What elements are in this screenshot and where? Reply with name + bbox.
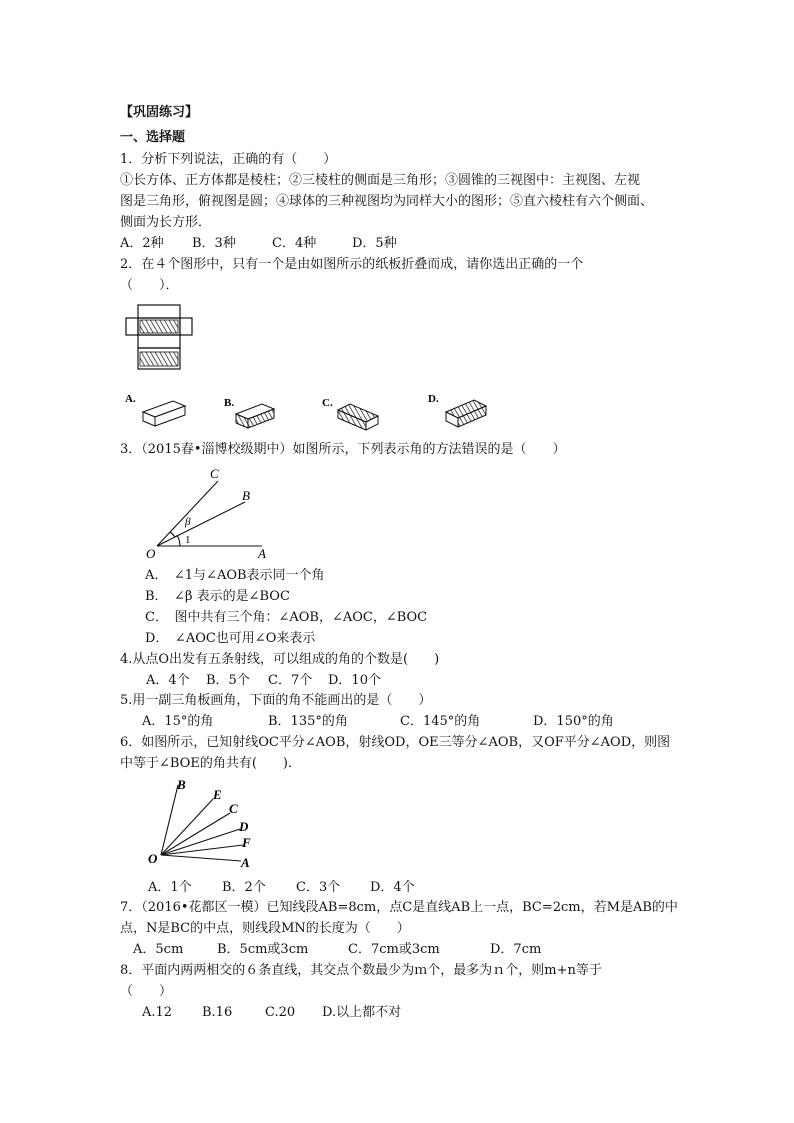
q3-option-d: D． ∠AOC也可用∠O来表示 xyxy=(145,631,316,646)
q8-option-a: A.12 xyxy=(142,1005,173,1020)
q6-label-a: A xyxy=(241,855,250,870)
q6-rays-figure xyxy=(145,775,265,871)
q2-box-a xyxy=(123,392,193,432)
q3-option-c: C． 图中共有三个角：∠AOB，∠AOC，∠BOC xyxy=(145,610,428,625)
q1-stem: 1．分析下列说法，正确的有（ ） xyxy=(120,152,337,167)
q2-box-b xyxy=(222,396,292,436)
q3-angle-figure xyxy=(140,462,280,560)
q3-label-a: A xyxy=(258,546,266,561)
q2-box-d xyxy=(426,392,496,432)
q6-label-e: E xyxy=(213,787,222,802)
q7-line-1: 7．（2016•花都区一模）已知线段AB=8cm，点C是直线AB上一点，BC=2cm，若M是AB的中 xyxy=(120,900,678,915)
q6-option-b: B．2个 xyxy=(222,880,266,895)
q2-line-2: （ ）． xyxy=(120,278,179,293)
q4-option-b: B．5个 xyxy=(206,673,250,688)
q2-line-1: 2．在４个图形中，只有一个是由如图所示的纸板折叠而成，请你选出正确的一个 xyxy=(120,257,584,272)
q6-label-f: F xyxy=(242,835,251,850)
q3-label-one: 1 xyxy=(185,534,191,546)
q5-option-a: A．15°的角 xyxy=(142,714,214,729)
q2-box-c xyxy=(320,396,390,436)
q6-label-c: C xyxy=(229,801,238,816)
q1-option-d: D．5种 xyxy=(352,236,397,251)
q1-line-1: ①长方体、正方体都是棱柱；②三棱柱的侧面是三角形；③圆锥的三视图中：主视图、左视 xyxy=(120,173,641,188)
q6-line-1: 6．如图所示，已知射线OC平分∠AOB，射线OD，OE三等分∠AOB，又OF平分∠AOD，则图 xyxy=(120,735,671,750)
q2-box-a-label: A. xyxy=(125,393,136,405)
q1-option-a: A．2种 xyxy=(120,236,164,251)
q5-stem: 5.用一副三角板画角，下面的角不能画出的是（ ） xyxy=(120,693,432,708)
part-title: 一、选择题 xyxy=(120,130,186,145)
q1-line-2: 图是三角形，俯视图是圆；④球体的三种视图均为同样大小的图形；⑤直六棱柱有六个侧面、 xyxy=(120,194,654,209)
q5-option-c: C．145°的角 xyxy=(400,714,481,729)
q1-line-3: 侧面为长方形． xyxy=(120,215,212,230)
q6-line-2: 中等于∠BOE的角共有( )． xyxy=(120,756,301,771)
q7-option-c: C．7cm或3cm xyxy=(348,942,440,957)
q3-label-beta: β xyxy=(185,516,191,528)
q2-box-c-label: C. xyxy=(322,397,333,409)
q2-box-d-label: D. xyxy=(428,393,439,405)
q2-box-b-label: B. xyxy=(224,397,235,409)
q6-option-a: A．1个 xyxy=(148,880,192,895)
q8-option-d: D.以上都不对 xyxy=(322,1005,402,1020)
q8-line-1: 8．平面内两两相交的６条直线，其交点个数最少为ｍ个，最多为ｎ个，则m+n等于 xyxy=(120,963,602,978)
q8-option-c: C.20 xyxy=(265,1005,296,1020)
q1-option-c: C．4种 xyxy=(272,236,317,251)
q8-option-b: B.16 xyxy=(202,1005,233,1020)
q3-label-c: C xyxy=(210,466,219,481)
q6-option-c: C．3个 xyxy=(296,880,341,895)
q5-option-b: B．135°的角 xyxy=(268,714,348,729)
q6-label-b: B xyxy=(177,777,186,792)
q7-option-a: A．5cm xyxy=(133,942,184,957)
q3-option-b: B． ∠β 表示的是∠BOC xyxy=(145,589,290,604)
q3-label-b: B xyxy=(242,488,250,503)
section-title: 【巩固练习】 xyxy=(120,105,199,120)
q4-option-a: A．4个 xyxy=(146,673,190,688)
q2-net-figure xyxy=(120,300,200,380)
q3-option-a: A． ∠1与∠AOB表示同一个角 xyxy=(145,568,325,583)
q7-option-b: B．5cm或3cm xyxy=(217,942,309,957)
q6-label-o: O xyxy=(148,851,158,866)
q5-option-d: D．150°的角 xyxy=(533,714,614,729)
q7-option-d: D．7cm xyxy=(490,942,542,957)
q1-option-b: B．3种 xyxy=(192,236,236,251)
q7-line-2: 点，N是BC的中点，则线段MN的长度为（ ） xyxy=(120,921,410,936)
q3-label-o: O xyxy=(146,546,156,561)
q4-option-c: C．7个 xyxy=(268,673,313,688)
q8-line-2: （ ） xyxy=(120,984,173,999)
q6-label-d: D xyxy=(239,819,249,834)
q6-option-d: D．4个 xyxy=(370,880,415,895)
q4-stem: 4.从点O出发有五条射线，可以组成的角的个数是( ) xyxy=(120,652,440,667)
q4-option-d: D．10个 xyxy=(328,673,381,688)
q3-stem: 3．（2015春•淄博校级期中）如图所示，下列表示角的方法错误的是（ ） xyxy=(120,442,566,457)
